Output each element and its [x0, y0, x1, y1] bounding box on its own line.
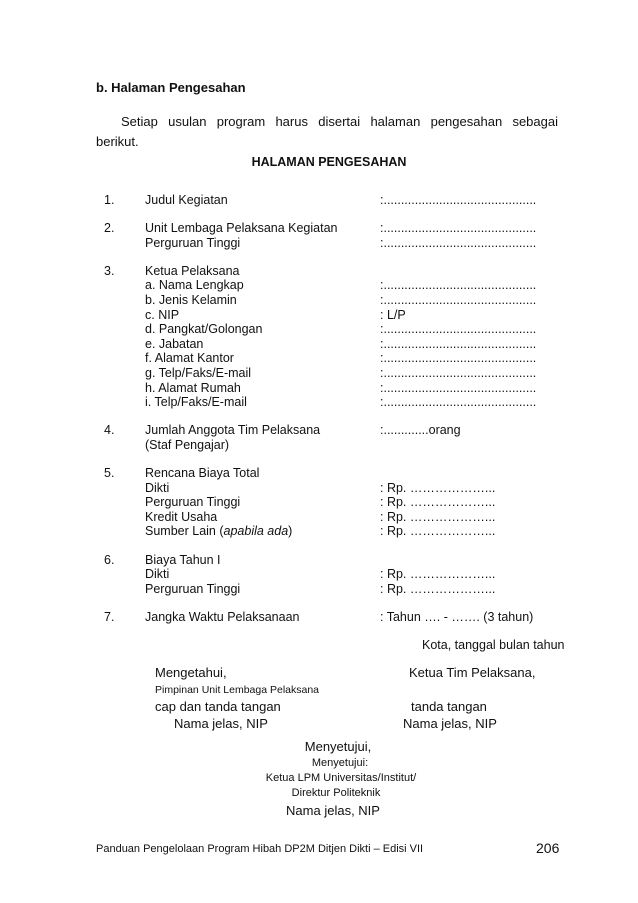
item-label: Biaya Tahun I	[145, 552, 221, 567]
item-value: :............................................	[380, 235, 537, 250]
item-value: : Rp. ………………...	[380, 567, 496, 582]
item-value: : Rp. ………………...	[380, 581, 496, 596]
item-label: Dikti	[145, 567, 170, 582]
item-value: :............................................	[380, 395, 537, 410]
item-label	[145, 524, 292, 538]
item-label: Jumlah Anggota Tim Pelaksana	[145, 423, 321, 438]
item-value: :............................................	[380, 380, 537, 395]
item-value: : Tahun …. - ……. (3 tahun)	[380, 609, 534, 624]
item-label: b. Jenis Kelamin	[145, 293, 237, 307]
item-label: Kredit Usaha	[145, 509, 218, 524]
item-value: :............................................	[380, 366, 537, 380]
item-number: 3.	[104, 263, 115, 278]
sign-right-name: Nama jelas, NIP	[403, 716, 497, 731]
item-label-text: )	[288, 524, 293, 539]
intro-text-line1: Setiap usulan program harus disertai halaman pengesahan sebagai	[121, 114, 558, 129]
item-label: Perguruan Tinggi	[145, 495, 241, 510]
sign-right-title: Ketua Tim Pelaksana,	[409, 665, 536, 680]
item-label: h. Alamat Rumah	[145, 380, 241, 395]
item-label: e. Jabatan	[145, 336, 204, 351]
sign-left-title: Mengetahui,	[155, 665, 227, 680]
item-value: :............................................	[380, 193, 537, 207]
item-value: :............................................	[380, 336, 537, 351]
item-label: c. NIP	[145, 307, 180, 322]
item-value: :............................................	[380, 322, 537, 337]
approval-sub1: Menyetujui:	[311, 757, 369, 769]
item-number: 7.	[104, 609, 115, 624]
item-label: Dikti	[145, 480, 170, 495]
item-label: d. Pangkat/Golongan	[145, 322, 263, 337]
item-number: 4.	[104, 423, 115, 438]
item-label: Perguruan Tinggi	[145, 235, 241, 250]
item-value: :.............orang	[380, 423, 461, 438]
footer-text: Panduan Pengelolaan Program Hibah DP2M Ditjen Dikti – Edisi VII	[96, 843, 424, 855]
item-value: : Rp. ………………...	[380, 509, 496, 524]
item-label-italic: apabila ada	[223, 524, 289, 539]
item-label: Jangka Waktu Pelaksanaan	[145, 609, 300, 624]
item-value: :............................................	[380, 293, 537, 307]
item-label: Rencana Biaya Total	[145, 466, 260, 480]
sign-right-sign: tanda tangan	[411, 699, 487, 714]
item-value: :............................................	[380, 351, 537, 366]
item-label: Ketua Pelaksana	[145, 263, 240, 278]
item-label: (Staf Pengajar)	[145, 437, 230, 452]
approval-sub3: Direktur Politeknik	[291, 787, 381, 799]
item-number: 5.	[104, 466, 115, 480]
item-label: f. Alamat Kantor	[145, 351, 234, 366]
item-value: : L/P	[380, 307, 406, 322]
form-title: HALAMAN PENGESAHAN	[251, 155, 407, 169]
item-label: a. Nama Lengkap	[145, 278, 244, 293]
sign-left-name: Nama jelas, NIP	[174, 716, 268, 731]
item-value: : Rp. ………………...	[380, 495, 496, 510]
item-label-text: Sumber Lain (	[145, 524, 224, 539]
page-number: 206	[536, 840, 560, 856]
item-label: Unit Lembaga Pelaksana Kegiatan	[145, 221, 338, 236]
item-value: :............................................	[380, 221, 537, 236]
approval-sub2: Ketua LPM Universitas/Institut/	[265, 772, 417, 784]
approval-title: Menyetujui,	[304, 739, 372, 754]
item-label: Perguruan Tinggi	[145, 581, 241, 596]
intro-text-line2: berikut.	[96, 134, 139, 149]
place-date: Kota, tanggal bulan tahun	[422, 638, 565, 652]
item-value: : Rp. ………………...	[380, 524, 496, 539]
approval-name: Nama jelas, NIP	[286, 803, 380, 818]
item-number: 1.	[104, 193, 115, 207]
item-number: 2.	[104, 221, 115, 236]
item-number: 6.	[104, 552, 115, 567]
section-heading: b. Halaman Pengesahan	[96, 80, 246, 95]
item-label: Judul Kegiatan	[145, 193, 228, 207]
item-value: : Rp. ………………...	[380, 480, 496, 495]
sign-left-subtitle: Pimpinan Unit Lembaga Pelaksana	[155, 684, 320, 696]
item-label: i. Telp/Faks/E-mail	[145, 395, 247, 410]
item-value: :............................................	[380, 278, 537, 293]
sign-left-sign: cap dan tanda tangan	[155, 699, 281, 714]
item-label: g. Telp/Faks/E-mail	[145, 366, 252, 380]
